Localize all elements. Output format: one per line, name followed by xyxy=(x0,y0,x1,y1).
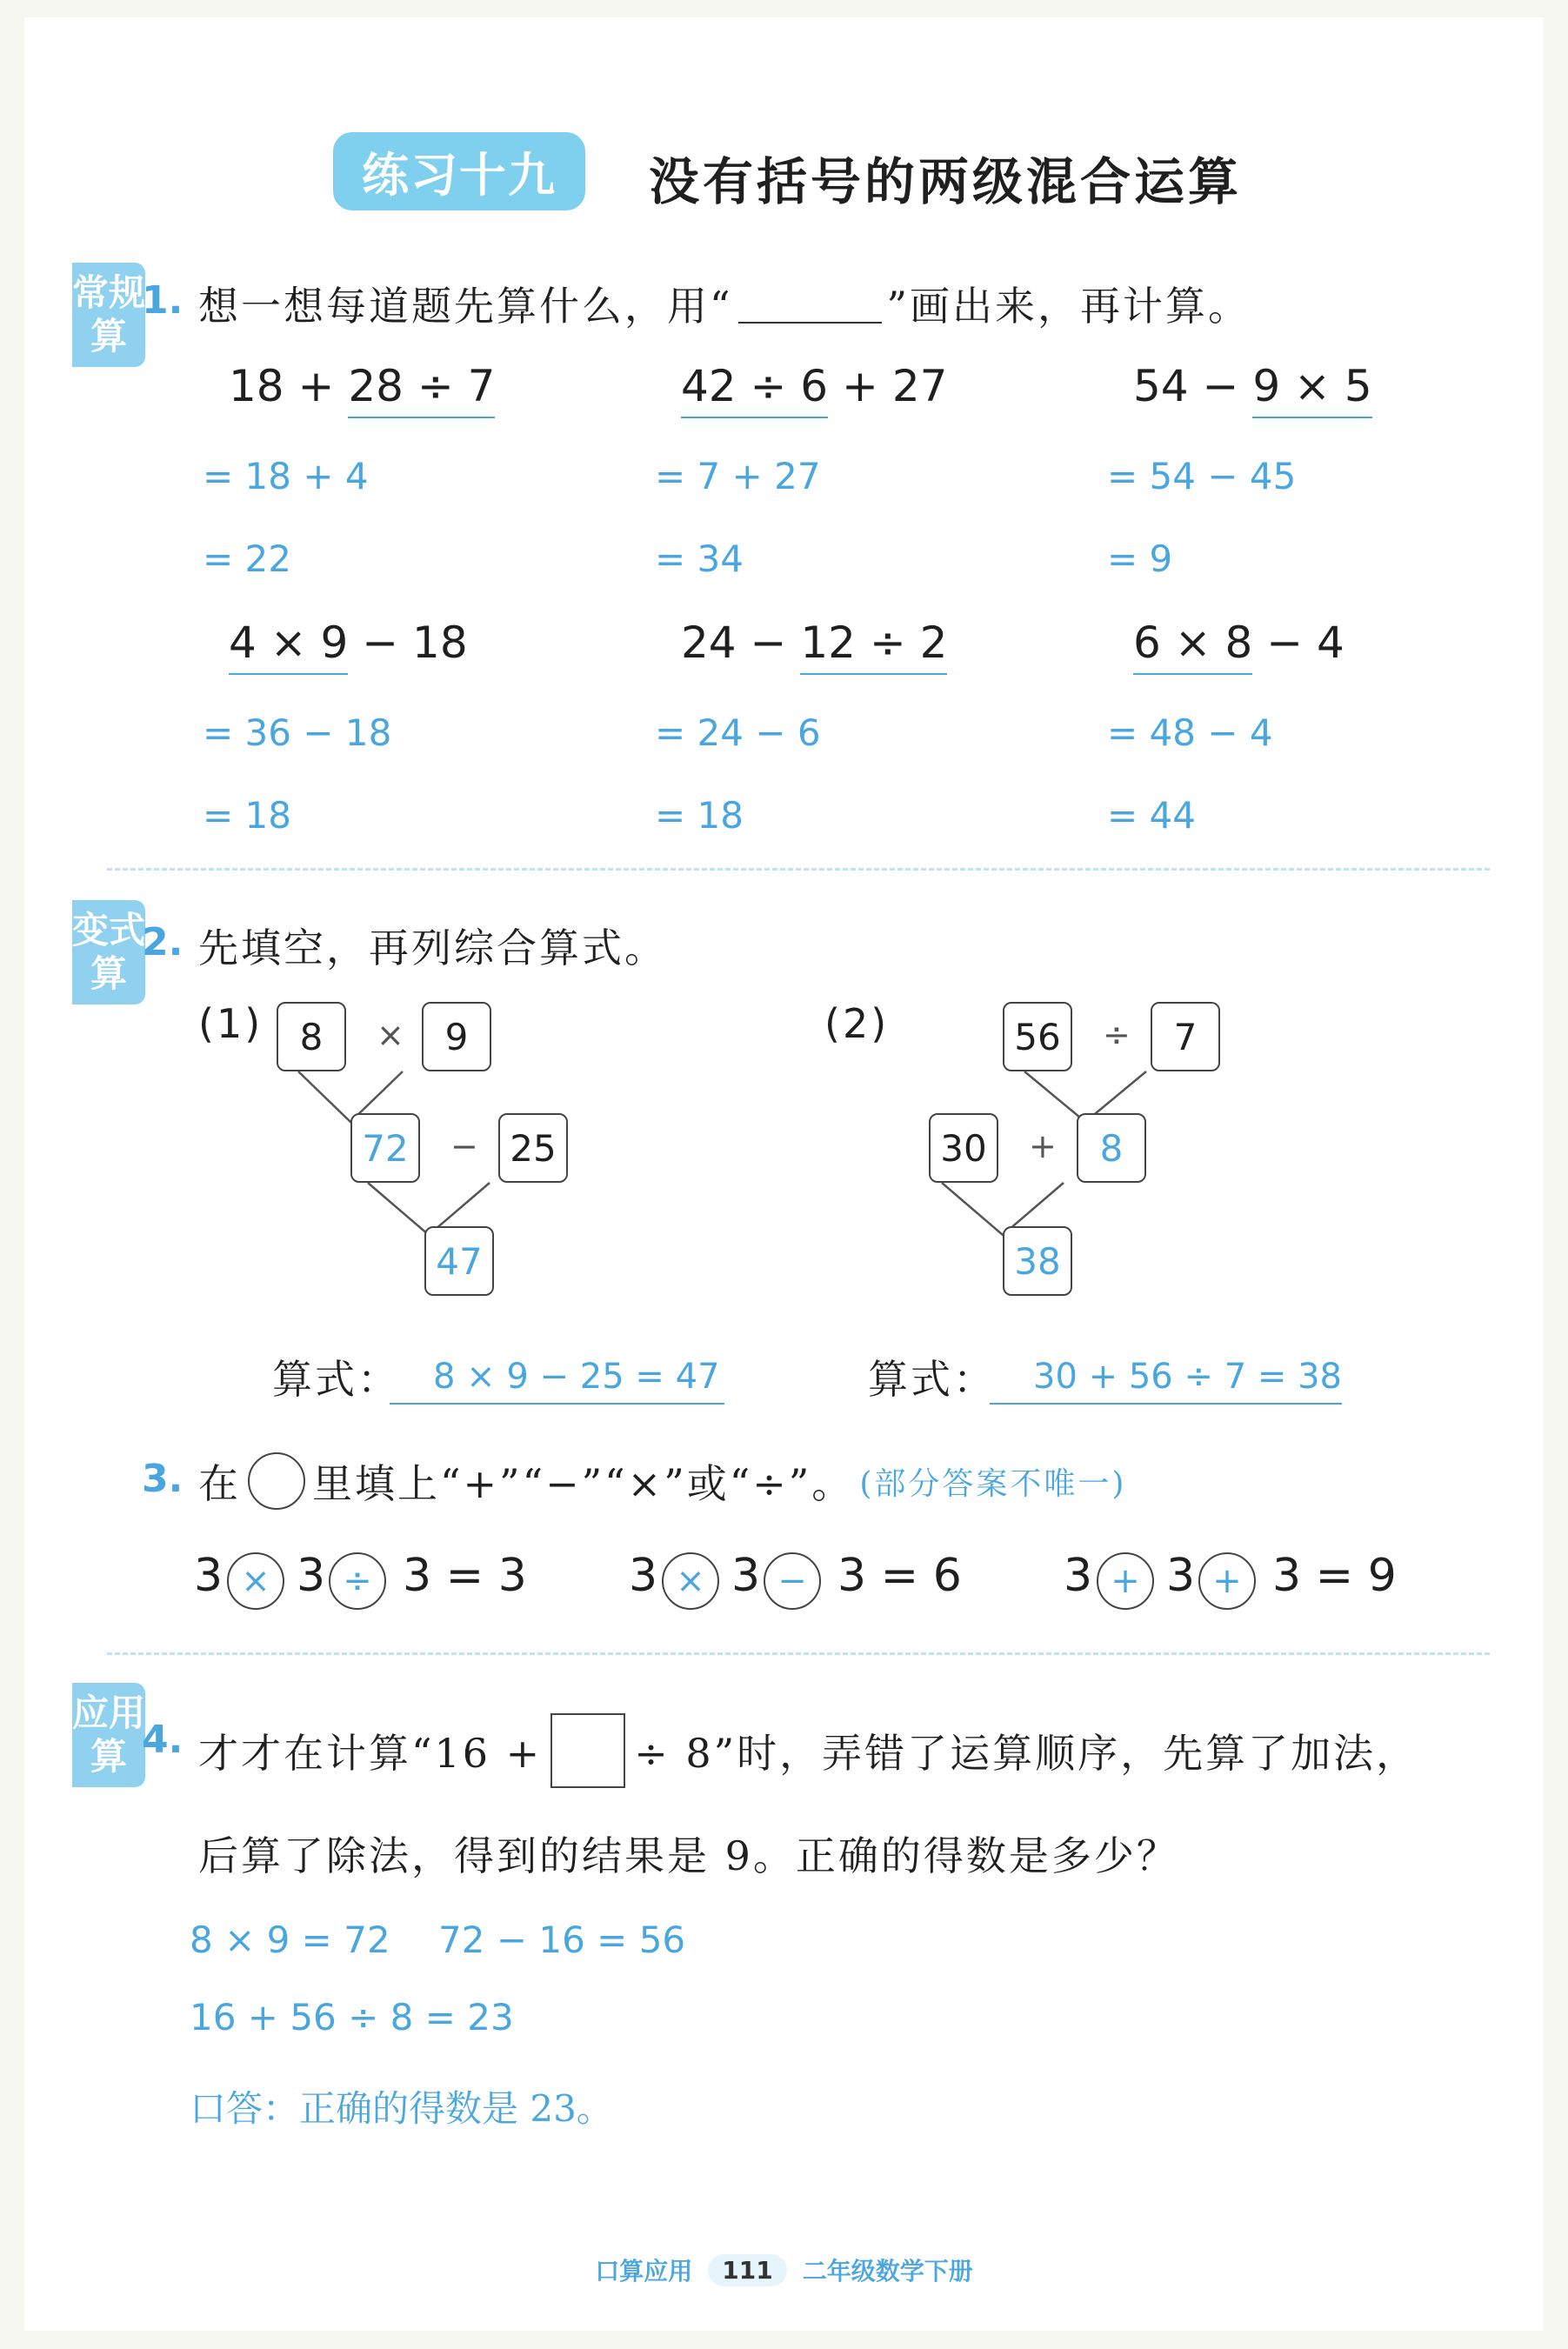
q1-problem-2-underline: 42 ÷ 6 xyxy=(681,361,828,418)
q4-answer-line-1: 8 × 9 = 72 72 − 16 = 56 xyxy=(190,1919,686,1961)
page-number: 111 xyxy=(708,2254,786,2286)
q1-problem-3-step-2: = 9 xyxy=(1107,537,1173,580)
page-title: 没有括号的两级混合运算 xyxy=(649,152,1243,211)
q2-p2-formula[interactable]: 30 + 56 ÷ 7 = 38 xyxy=(1033,1357,1342,1397)
q3-number: 3. xyxy=(142,1457,183,1501)
q1-problem-1-underline: 28 ÷ 7 xyxy=(348,361,495,418)
q4-line-1: 才才在计算“16 + ÷ 8”时，弄错了运算顺序，先算了加法， xyxy=(198,1713,1418,1788)
q1-problem-4: 4 × 9 − 18 xyxy=(229,617,468,675)
q4-number: 4. xyxy=(142,1718,183,1762)
q2-number: 2. xyxy=(142,920,183,964)
q1-problem-3: 54 − 9 × 5 xyxy=(1133,361,1372,418)
tag-variant: 变式算 xyxy=(72,900,145,1004)
q3-note: (部分答案不唯一) xyxy=(859,1465,1127,1502)
q2-p2-mid-right-box[interactable]: 8 xyxy=(1077,1113,1146,1183)
circle-sample-icon xyxy=(248,1452,305,1510)
q1-problem-6-step-2: = 44 xyxy=(1107,794,1196,837)
q1-problem-4-underline: 4 × 9 xyxy=(229,617,348,675)
q1-problem-6-step-1: = 48 − 4 xyxy=(1107,711,1273,754)
q1-problem-5-step-1: = 24 − 6 xyxy=(655,711,821,754)
q2-part-1-label: (1) xyxy=(198,1000,264,1047)
q1-problem-4-step-2: = 18 xyxy=(203,794,291,837)
q1-problem-6: 6 × 8 − 4 xyxy=(1133,617,1344,675)
operator-circle[interactable]: + xyxy=(1097,1552,1154,1610)
q2-p1-mid-operator: − xyxy=(450,1127,478,1165)
q2-p2-mid-left-box: 30 xyxy=(929,1113,998,1183)
q1-problem-4-step-1: = 36 − 18 xyxy=(203,711,392,754)
q1-problem-2-step-1: = 7 + 27 xyxy=(655,455,821,497)
q2-p1-mid-right-box: 25 xyxy=(498,1113,568,1183)
operator-circle[interactable]: − xyxy=(764,1552,821,1610)
q2-p2-top-left-box: 56 xyxy=(1003,1002,1072,1071)
tag-applied: 应用算 xyxy=(72,1683,145,1787)
q2-p1-mid-left-box[interactable]: 72 xyxy=(350,1113,420,1183)
q2-p2-top-operator: ÷ xyxy=(1103,1016,1131,1054)
q1-number: 1. xyxy=(142,278,183,323)
q2-p1-top-operator: × xyxy=(377,1016,404,1054)
q1-problem-1-step-1: = 18 + 4 xyxy=(203,455,369,497)
q2-p2-mid-operator: + xyxy=(1029,1127,1057,1165)
q2-p1-formula-line xyxy=(390,1403,724,1405)
q1-problem-3-underline: 9 × 5 xyxy=(1252,361,1371,418)
q2-p1-top-right-box: 9 xyxy=(422,1002,491,1071)
q1-problem-1: 18 + 28 ÷ 7 xyxy=(229,361,495,418)
page-footer xyxy=(24,2252,1544,2287)
q1-problem-5-step-2: = 18 xyxy=(655,794,744,837)
operator-circle[interactable]: + xyxy=(1198,1552,1256,1610)
q1-problem-2-step-2: = 34 xyxy=(655,537,744,580)
q4-answer-line-3: 口答：正确的得数是 23。 xyxy=(190,2087,613,2130)
q2-p2-top-right-box: 7 xyxy=(1151,1002,1220,1071)
q1-problem-5: 24 − 12 ÷ 2 xyxy=(681,617,947,675)
q2-p1-formula-label: 算式： xyxy=(272,1356,400,1403)
q2-p1-bottom-box[interactable]: 47 xyxy=(424,1226,494,1296)
answer-input-box[interactable] xyxy=(550,1713,625,1788)
q2-p2-formula-line xyxy=(990,1403,1342,1405)
q2-p2-formula-label: 算式： xyxy=(868,1356,996,1403)
q1-problem-3-step-1: = 54 − 45 xyxy=(1107,455,1297,497)
section-divider-2 xyxy=(107,1652,1490,1655)
operator-circle[interactable]: × xyxy=(662,1552,719,1610)
operator-circle[interactable]: × xyxy=(227,1552,284,1610)
operator-circle[interactable]: ÷ xyxy=(329,1552,386,1610)
q1-problem-5-underline: 12 ÷ 2 xyxy=(800,617,947,675)
worksheet-page: 练习十九 没有括号的两级混合运算 常规算 变式算 应用算 1. 想一想每道题先算什么，用“ ”画出来，再计算。 18 + 28 ÷ 7 = 18 + 4 = 22 42 ÷ 6 + 27 = 7 + 27 = 34 54 − 9 × 5 = 54 − 45 = 9 4 × 9 − 18 = 36 − 18 = 18 24 − 12 ÷ 2 = 24 − 6 = 18 6 × 8 − 4 = 48 − 4 = 44 2. 先填空，再列综合算式。 (1) 8 × 9 72 − 25 47 算式： 8 × 9 − 25 = 47 (2) 56 ÷ 7 30 + 8 38 算式： 30 + 56 ÷ 7 = 38 3. 在 里填上“+”“−”“×”或“÷”。 (部分答案不唯一) 3 × 3 ÷ 3 = 3 3 × 3 − 3 = 6 3 + 3 + 3 = 9 4. 才才在计算“16 + ÷ 8”时，弄错了运算顺序，先算了加法， 后算了除法，得到的结果是 9。正确的得数是多少？ 8 × 9 = 72 72 − 16 = 56 16 + 56 ÷ 8 = 23 口答：正确的得数是 23。 口算应用 111 二年级数学下册 xyxy=(24,17,1544,2331)
q4-line-2: 后算了除法，得到的结果是 9。正确的得数是多少？ xyxy=(198,1832,1179,1879)
q2-p1-formula[interactable]: 8 × 9 − 25 = 47 xyxy=(433,1357,720,1397)
q3-prompt: 在 里填上“+”“−”“×”或“÷”。 (部分答案不唯一) xyxy=(198,1452,1126,1510)
tag-routine: 常规算 xyxy=(72,263,145,367)
q1-problem-1-step-2: = 22 xyxy=(203,537,291,580)
q2-p1-top-left-box: 8 xyxy=(277,1002,346,1071)
q1-prompt: 想一想每道题先算什么，用“ ”画出来，再计算。 xyxy=(198,283,1251,330)
q2-p2-bottom-box[interactable]: 38 xyxy=(1003,1226,1072,1296)
footer-grade: 二年级数学下册 xyxy=(802,2257,973,2286)
calculation-tree-lines xyxy=(24,17,1544,2331)
exercise-badge: 练习十九 xyxy=(333,132,585,210)
q1-problem-2: 42 ÷ 6 + 27 xyxy=(681,361,947,418)
q1-problem-6-underline: 6 × 8 xyxy=(1133,617,1252,675)
q2-prompt: 先填空，再列综合算式。 xyxy=(198,924,667,971)
q4-answer-line-2: 16 + 56 ÷ 8 = 23 xyxy=(190,1996,514,2039)
footer-book-name: 口算应用 xyxy=(595,2257,693,2286)
q2-part-2-label: (2) xyxy=(824,1000,890,1047)
